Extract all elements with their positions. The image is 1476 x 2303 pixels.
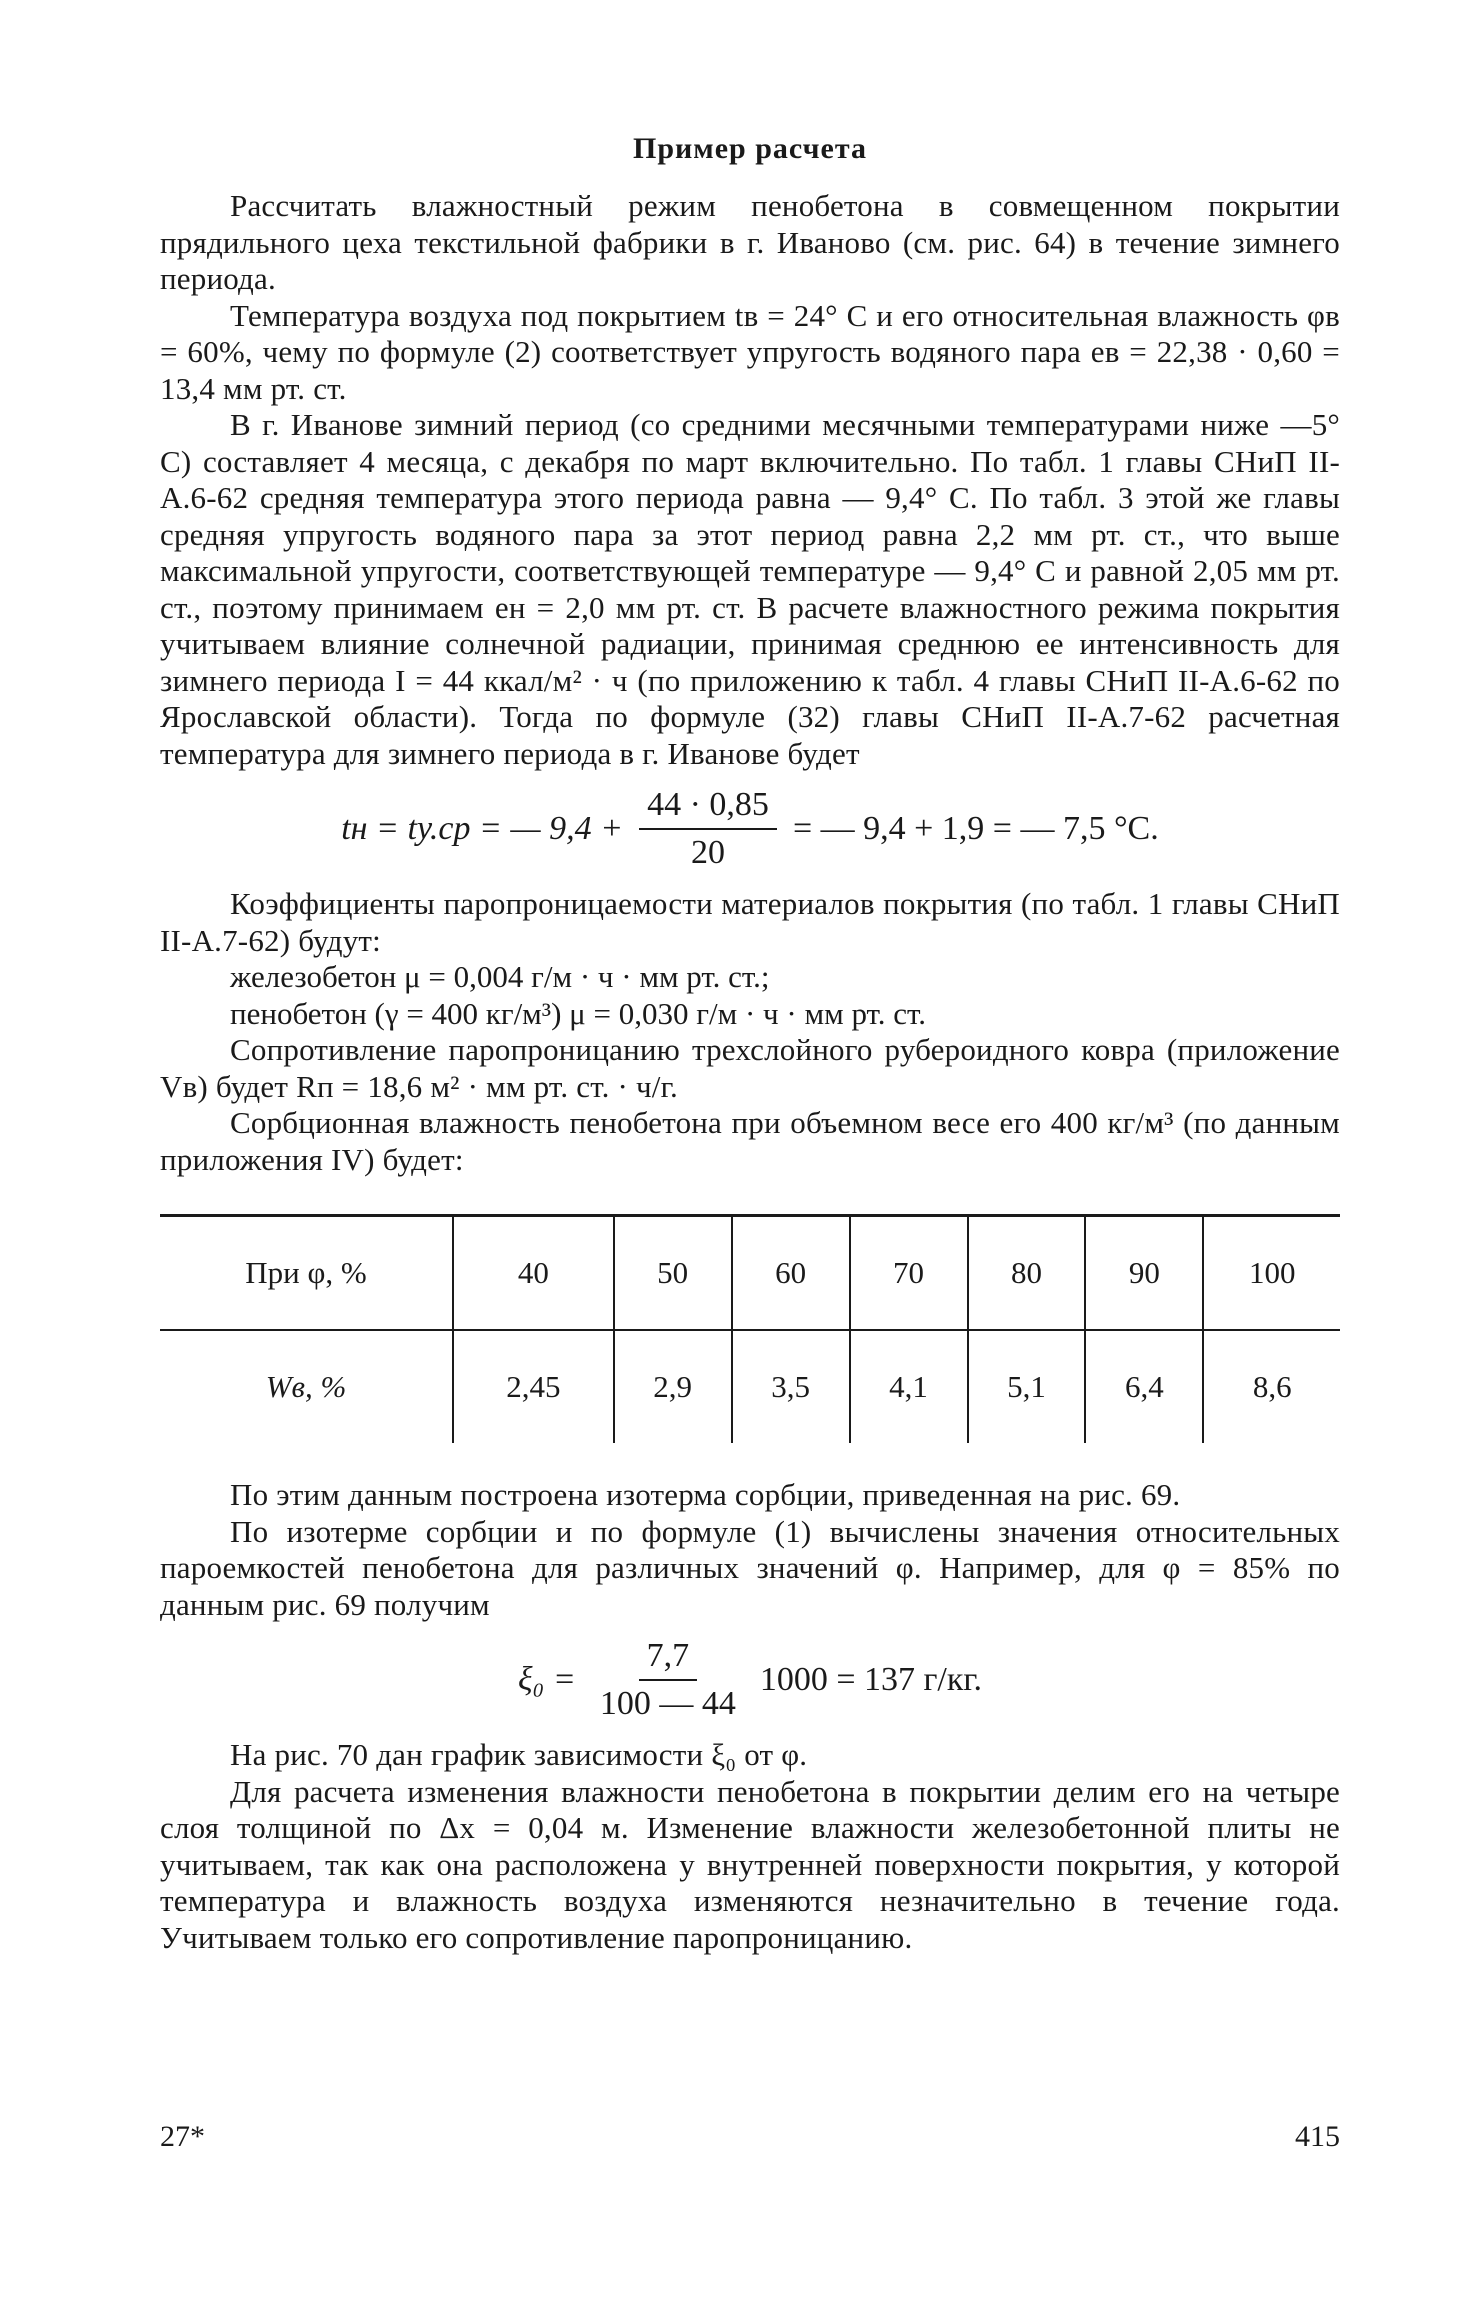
paragraph-vapor-resistance: Сопротивление паропроницанию трехслойного рубероидного ковра (приложение Vв) будет Rп = 18,6 м² · мм рт. ст. · ч/г.: [160, 1032, 1340, 1104]
formula-temperature: [160, 786, 1340, 872]
page-footer: [160, 2120, 1340, 2154]
paragraph-task: Рассчитать влажностный режим пенобетона в совмещенном покрытии прядильного цеха текстильной фабрики в г. Иваново (см. рис. 64) в течение зимнего периода.: [160, 188, 1340, 296]
sorption-table: [160, 1214, 1340, 1443]
table-cell: 5,1: [968, 1330, 1086, 1443]
formula-vapor-capacity: [160, 1637, 1340, 1723]
table-row-moisture: [160, 1330, 1340, 1443]
paragraph-vapor-capacity: По изотерме сорбции и по формуле (1) вычислены значения относительных пароемкостей пенобетона для различных значений φ. Например, для φ = 85% по данным рис. 69 получим: [160, 1513, 1340, 1622]
formula-vapor-capacity-left: ξ₀ =: [517, 1661, 576, 1698]
formula-vapor-capacity-fraction: [592, 1637, 744, 1723]
table-cell: 6,4: [1085, 1330, 1203, 1443]
formula-temperature-left: tн = tу.ср = — 9,4 +: [341, 810, 624, 847]
table-cell: 2,9: [614, 1330, 732, 1443]
permeability-foam-concrete: пенобетон (γ = 400 кг/м³) μ = 0,030 г/м · ч · мм рт. ст.: [230, 995, 926, 1031]
table-cell: 4,1: [850, 1330, 968, 1443]
permeability-reinforced-concrete: железобетон μ = 0,004 г/м · ч · мм рт. ст.;: [230, 959, 770, 994]
paragraph-winter-period: В г. Иванове зимний период (со средними месячными температурами ниже —5° С) составляет 4 месяца, с декабря по март включительно. По табл. 1 главы СНиП II-А.6-62 средняя температура этого периода равна — 9,4° С. По табл. 3 этой же главы средняя упругость водяного пара за этот период равна 2,2 мм рт. ст., что выше максимальной упругости, соответствующей температуре — 9,4° С и равной 2,05 мм рт. ст., поэтому принимаем eн = 2,0 мм рт. ст. В расчете влажностного режима покрытия учитываем влияние солнечной радиации, принимая среднюю ее интенсивность для зимнего периода I = 44 ккал/м² · ч (по приложению к табл. 4 главы СНиП II-А.6-62 по Ярославской области). Тогда по формуле (32) главы СНиП II-А.7-62 расчетная температура для зимнего периода в г. Иванове будет: [160, 407, 1340, 771]
formula-temperature-numerator: 44 · 0,85: [639, 786, 777, 830]
signature-mark: 27*: [160, 2120, 205, 2153]
formula-temperature-right: = — 9,4 + 1,9 = — 7,5 °С.: [792, 810, 1159, 847]
table-row-label: Wв, %: [160, 1330, 453, 1443]
table-cell: 90: [1085, 1216, 1203, 1331]
table-cell: 40: [453, 1216, 614, 1331]
section-title: Пример расчета: [633, 132, 867, 165]
paragraph-sorption: Сорбционная влажность пенобетона при объемном весе его 400 кг/м³ (по данным приложения IV) будет:: [160, 1105, 1340, 1177]
table-cell: 70: [850, 1216, 968, 1331]
formula-temperature-fraction: [639, 786, 777, 872]
formula-vapor-capacity-denominator: 100 — 44: [599, 1685, 736, 1722]
formula-vapor-capacity-numerator: 7,7: [639, 1637, 698, 1681]
table-cell: 8,6: [1203, 1330, 1340, 1443]
page-number: 415: [1295, 2120, 1340, 2153]
paragraph-graph-ref: На рис. 70 дан график зависимости ξ₀ от φ.: [230, 1737, 808, 1772]
formula-vapor-capacity-right: 1000 = 137 г/кг.: [759, 1661, 983, 1698]
table-cell: 50: [614, 1216, 732, 1331]
paragraph-layers: Для расчета изменения влажности пенобетона в покрытии делим его на четыре слоя толщиной по Δx = 0,04 м. Изменение влажности железобетонной плиты не учитываем, так как она расположена у внутренней поверхности покрытия, у которой температура и влажность воздуха изменяются незначительно в течение года. Учитываем только его сопротивление паропроницанию.: [160, 1773, 1340, 1955]
paragraph-permeability: Коэффициенты паропроницаемости материалов покрытия (по табл. 1 главы СНиП II-А.7-62) будут:: [160, 886, 1340, 958]
paragraph-isotherm: По этим данным построена изотерма сорбции, приведенная на рис. 69.: [230, 1477, 1181, 1512]
table-cell: 60: [732, 1216, 850, 1331]
formula-temperature-denominator: 20: [691, 834, 726, 871]
table-cell: 100: [1203, 1216, 1340, 1331]
table-row-label: При φ, %: [160, 1216, 453, 1331]
table-row-humidity: [160, 1216, 1340, 1331]
table-cell: 3,5: [732, 1330, 850, 1443]
table-cell: 80: [968, 1216, 1086, 1331]
paragraph-air-conditions: Температура воздуха под покрытием tв = 24° С и его относительная влажность φв = 60%, чему по формуле (2) соответствует упругость водяного пара eв = 22,38 · 0,60 = 13,4 мм рт. ст.: [160, 297, 1340, 406]
page-body: [160, 132, 1340, 1956]
table-cell: 2,45: [453, 1330, 614, 1443]
